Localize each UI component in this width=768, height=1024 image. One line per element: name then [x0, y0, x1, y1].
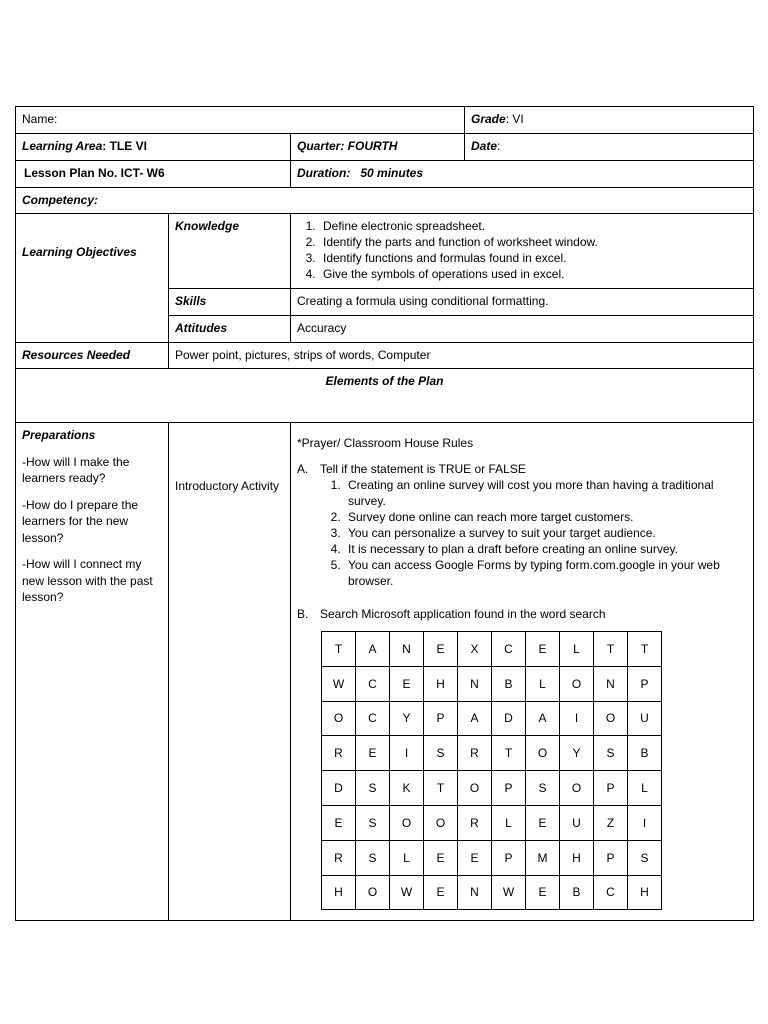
word-search-row — [322, 840, 662, 875]
word-search-letter: S — [526, 771, 560, 806]
word-search-letter: E — [322, 805, 356, 840]
list-item: 4. Give the symbols of operations used in excel. — [319, 266, 747, 282]
knowledge-list-cell — [291, 214, 753, 286]
word-search-letter: L — [492, 805, 526, 840]
word-search-letter: O — [594, 701, 628, 736]
word-search-letter: M — [526, 840, 560, 875]
word-search-letter: C — [356, 666, 390, 701]
part-b — [297, 606, 747, 622]
word-search-letter: W — [390, 875, 424, 910]
word-search-letter: O — [526, 736, 560, 771]
lesson-plan-cell — [18, 161, 290, 185]
quarter-cell — [291, 134, 464, 158]
word-search-row — [322, 736, 662, 771]
word-search-letter: U — [628, 701, 662, 736]
word-search-letter: T — [492, 736, 526, 771]
word-search-letter: O — [560, 771, 594, 806]
word-search-letter: B — [560, 875, 594, 910]
date-label: Date — [471, 139, 498, 153]
attitudes-label: Attitudes — [175, 321, 227, 335]
word-search-letter: X — [458, 632, 492, 667]
knowledge-list — [297, 218, 747, 282]
word-search-letter: H — [322, 875, 356, 910]
word-search-letter: Y — [560, 736, 594, 771]
list-item: 1. Define electronic spreadsheet. — [319, 218, 747, 234]
word-search-row — [322, 875, 662, 910]
activity-content — [291, 431, 753, 626]
word-search-letter: C — [356, 701, 390, 736]
resources-value: Power point, pictures, strips of words, Computer — [175, 348, 431, 362]
word-search-letter: H — [628, 875, 662, 910]
word-search-row — [322, 632, 662, 667]
word-search-letter: S — [356, 840, 390, 875]
word-search-letter: P — [492, 771, 526, 806]
word-search-letter: E — [458, 840, 492, 875]
duration-value: 50 minutes — [360, 166, 424, 180]
date-cell — [465, 134, 753, 158]
word-search-letter: H — [560, 840, 594, 875]
attitudes-value: Accuracy — [297, 321, 347, 335]
competency-label: Competency: — [22, 193, 99, 207]
word-search-letter: T — [594, 632, 628, 667]
word-search-letter: O — [356, 875, 390, 910]
part-a-title: Tell if the statement is TRUE or FALSE — [320, 462, 526, 476]
learning-area-label: Learning Area — [22, 139, 103, 153]
word-search-letter: S — [594, 736, 628, 771]
word-search-letter: B — [628, 736, 662, 771]
word-search-grid — [321, 631, 662, 910]
list-item: 1. Creating an online survey will cost you more than having a traditional survey. — [344, 477, 747, 509]
preparations-title: Preparations — [22, 428, 96, 442]
true-false-list — [320, 477, 747, 589]
prayer-text: *Prayer/ Classroom House Rules — [297, 436, 474, 450]
date-colon: : — [497, 139, 501, 153]
part-a-marker: A. — [297, 462, 309, 476]
list-item: 4. It is necessary to plan a draft before creating an online survey. — [344, 541, 747, 557]
word-search-letter: S — [356, 805, 390, 840]
word-search-letter: N — [458, 666, 492, 701]
word-search-letter: W — [492, 875, 526, 910]
word-search-letter: P — [628, 666, 662, 701]
lesson-plan-number: Lesson Plan No. ICT- W6 — [24, 166, 165, 180]
word-search-letter: H — [424, 666, 458, 701]
word-search-letter: P — [594, 771, 628, 806]
word-search-letter: E — [424, 632, 458, 667]
table-border — [753, 106, 754, 921]
word-search-letter: S — [424, 736, 458, 771]
word-search-letter: B — [492, 666, 526, 701]
quarter-label: Quarter: FOURTH — [297, 139, 398, 153]
learning-area-value: : TLE VI — [102, 139, 147, 153]
word-search-letter: N — [458, 875, 492, 910]
word-search-letter: A — [526, 701, 560, 736]
word-search-row — [322, 666, 662, 701]
word-search-letter: P — [492, 840, 526, 875]
word-search-row — [322, 771, 662, 806]
word-search-letter: O — [322, 701, 356, 736]
word-search-letter: R — [322, 840, 356, 875]
list-item: 2. Survey done online can reach more target customers. — [344, 509, 747, 525]
table-border — [15, 920, 754, 921]
word-search-letter: R — [458, 736, 492, 771]
word-search-letter: W — [322, 666, 356, 701]
word-search-letter: O — [424, 805, 458, 840]
grade-value: : VI — [505, 112, 524, 126]
word-search-letter: T — [628, 632, 662, 667]
list-item: 3. You can personalize a survey to suit your target audience. — [344, 525, 747, 541]
word-search-letter: O — [560, 666, 594, 701]
word-search-letter: P — [424, 701, 458, 736]
word-search-letter: S — [356, 771, 390, 806]
list-item: 5. You can access Google Forms by typing form.com.google in your web browser. — [344, 557, 747, 589]
preparation-question: -How will I make the learners ready? — [22, 454, 130, 485]
word-search-letter: I — [390, 736, 424, 771]
word-search-letter: C — [594, 875, 628, 910]
preparations-cell — [16, 423, 168, 610]
list-item: 2. Identify the parts and function of worksheet window. — [319, 234, 747, 250]
word-search-letter: N — [390, 632, 424, 667]
word-search-letter: T — [424, 771, 458, 806]
word-search-letter: A — [458, 701, 492, 736]
elements-of-plan-title: Elements of the Plan — [325, 374, 444, 388]
word-search-letter: E — [526, 875, 560, 910]
word-search-letter: E — [424, 875, 458, 910]
word-search-letter: L — [390, 840, 424, 875]
part-b-marker: B. — [297, 607, 309, 621]
name-cell — [16, 107, 464, 131]
part-a — [297, 461, 747, 589]
part-b-title: Search Microsoft application found in the word search — [320, 607, 606, 621]
competency-cell — [16, 188, 753, 212]
preparation-question: -How will I connect my new lesson with the past lesson? — [22, 557, 153, 604]
learning-objectives-label: Learning Objectives — [22, 245, 137, 259]
word-search-letter: L — [526, 666, 560, 701]
grade-cell — [465, 107, 753, 131]
word-search-letter: L — [560, 632, 594, 667]
word-search-letter: O — [458, 771, 492, 806]
word-search-letter: Z — [594, 805, 628, 840]
name-label: Name: — [22, 112, 58, 126]
word-search-letter: A — [356, 632, 390, 667]
word-search-letter: C — [492, 632, 526, 667]
word-search-letter: L — [628, 771, 662, 806]
word-search-letter: E — [526, 632, 560, 667]
word-search-letter: E — [424, 840, 458, 875]
word-search-letter: U — [560, 805, 594, 840]
resources-label: Resources Needed — [22, 348, 131, 362]
word-search-letter: E — [526, 805, 560, 840]
learning-area-cell — [16, 134, 290, 158]
word-search-letter: E — [356, 736, 390, 771]
word-search-letter: I — [628, 805, 662, 840]
word-search-letter: N — [594, 666, 628, 701]
word-search-row — [322, 805, 662, 840]
word-search-letter: S — [628, 840, 662, 875]
skills-value: Creating a formula using conditional formatting. — [297, 294, 549, 308]
preparation-question: -How do I prepare the learners for the new lesson? — [22, 497, 139, 545]
word-search-letter: O — [390, 805, 424, 840]
activity-label: Introductory Activity — [175, 479, 280, 493]
list-item: 3. Identify functions and formulas found in excel. — [319, 250, 747, 266]
word-search-letter: R — [322, 736, 356, 771]
word-search-letter: I — [560, 701, 594, 736]
word-search-letter: P — [594, 840, 628, 875]
word-search-letter: E — [390, 666, 424, 701]
word-search-letter: R — [458, 805, 492, 840]
word-search-letter: Y — [390, 701, 424, 736]
grade-label: Grade — [471, 112, 506, 126]
word-search-letter: D — [322, 771, 356, 806]
duration-cell — [291, 161, 753, 185]
word-search-letter: T — [322, 632, 356, 667]
knowledge-label: Knowledge — [175, 219, 240, 233]
word-search-letter: D — [492, 701, 526, 736]
word-search-row — [322, 701, 662, 736]
skills-label: Skills — [175, 294, 207, 308]
duration-label: Duration: — [297, 166, 351, 180]
word-search-letter: K — [390, 771, 424, 806]
